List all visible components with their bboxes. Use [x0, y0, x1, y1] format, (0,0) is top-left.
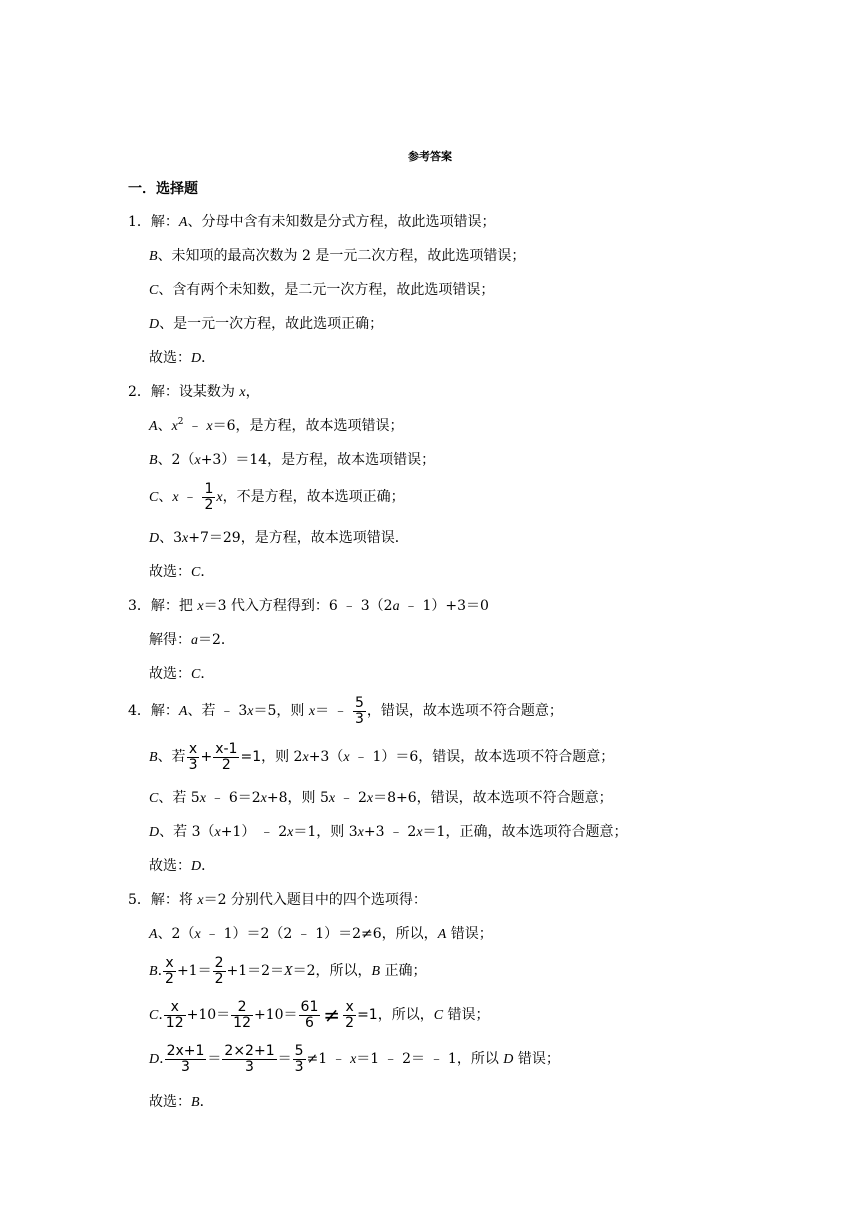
q2-var: x [239, 385, 246, 400]
q5-d-fraction-1-num: 2x+1 [166, 1042, 205, 1059]
q4-d-x2: x [287, 825, 294, 840]
q3-solve-a: a [191, 633, 198, 648]
q5-c-fraction-4-num: x [343, 1000, 356, 1016]
q2-a-label: A [149, 419, 158, 434]
q4-b-plus: + [200, 749, 213, 765]
q5-d-fraction-3-num: 5 [294, 1042, 304, 1059]
q4-d-x3: x [357, 825, 364, 840]
q5-a-end: 错误； [446, 926, 493, 942]
q5-intro: 5．解：将 [128, 892, 198, 908]
q4-answer: D [191, 859, 202, 874]
q4-a-end: ，错误，故本选项不符合题意； [366, 703, 563, 719]
q5-a-mid: ﹣ 1）＝2（2 ﹣ 1）＝2≠6，所以， [200, 926, 438, 942]
q5-b-mid2: +1＝2＝ [226, 963, 285, 979]
q4-d-mid2: ＝1，则 3 [293, 824, 358, 840]
q5-d-fraction-3 [293, 1044, 306, 1075]
q4-d-label: D [149, 825, 160, 840]
q5-answer: B [191, 1095, 200, 1110]
q5-c-line [149, 998, 490, 1032]
q3-solve-end: ＝2． [198, 632, 235, 648]
q1-c-label: C [149, 283, 159, 298]
q4-b-fraction-1-den: 3 [188, 756, 198, 773]
q5-b-label2: B [371, 964, 381, 979]
q4-c-x3: x [328, 791, 336, 806]
q2-c-x1: x [172, 490, 179, 505]
q5-d-eq1: ＝ [207, 1051, 222, 1067]
q1-d-line [149, 314, 383, 336]
q5-d-fraction-2 [222, 1044, 276, 1075]
q5-c-fraction-4-den: 2 [345, 1014, 355, 1031]
q1-intro-line [128, 212, 495, 234]
q5-intro-line [128, 890, 427, 912]
q5-c-label2: C [433, 1008, 444, 1023]
q2-a-mid: ﹣ [183, 418, 207, 434]
q2-answer: C [191, 565, 201, 580]
q5-a-x: x [194, 927, 201, 942]
q5-c-fraction-1-den: 12 [165, 1014, 184, 1031]
q4-d-pre: 、若 3（ [159, 824, 215, 840]
q1-b-line [149, 246, 525, 268]
q5-d-line [149, 1042, 560, 1076]
q1-a-text: 、分母中含有未知数是分式方程，故此选项错误； [187, 214, 496, 230]
q5-answer-line [149, 1092, 214, 1114]
q5-d-end: 错误； [513, 1051, 560, 1067]
q5-d-mid1: ≠1 ﹣ [306, 1051, 351, 1067]
q3-intro: 3．解：把 [128, 598, 198, 614]
q4-b-fraction-2 [213, 742, 239, 773]
q5-c-fraction-1 [164, 1000, 186, 1031]
q4-a-x1: x [247, 704, 254, 719]
q5-c-fraction-2 [231, 1000, 253, 1031]
q5-a-pre: 、2（ [157, 926, 195, 942]
q1-c-text: 、含有两个未知数，是二元一次方程，故此选项错误； [158, 282, 495, 298]
q4-a-mid: ＝5，则 [253, 703, 309, 719]
q4-a-fraction-num: 5 [355, 694, 364, 711]
q5-b-line [149, 954, 427, 988]
q2-c-line [149, 480, 405, 514]
q4-a-fraction-den: 3 [355, 710, 364, 727]
q4-d-mid1: +1） ﹣ 2 [220, 824, 288, 840]
q2-answer-line [149, 562, 214, 584]
q4-intro: 4．解： [128, 703, 179, 719]
q2-d-pre: 、3 [159, 530, 183, 546]
q3-answer: C [191, 667, 201, 682]
q1-c-line [149, 280, 494, 302]
q2-answer-prefix: 故选： [149, 564, 191, 580]
q4-d-end: ＝1，正确，故本选项符合题意； [422, 824, 628, 840]
q4-a-eq: ＝ ﹣ [315, 703, 352, 719]
q4-c-x4: x [366, 791, 374, 806]
q1-answer: D [191, 351, 202, 366]
q1-answer-prefix: 故选： [149, 350, 191, 366]
q3-intro-mid: ＝3 代入方程得到：6 ﹣ 3（2 [203, 598, 393, 614]
q4-c-pre: 、若 5 [158, 790, 200, 806]
q5-c-mid1: +10＝ [186, 1007, 231, 1023]
q1-answer-line [149, 348, 215, 370]
q4-d-x1: x [214, 825, 221, 840]
q4-c-mid3: ﹣ 2 [335, 790, 367, 806]
q4-b-x1: x [302, 750, 309, 765]
q4-c-mid2: +8，则 5 [266, 790, 329, 806]
q2-b-end: +3）＝14，是方程，故本选项错误； [200, 452, 436, 468]
q4-b-fraction-1-num: x [187, 742, 200, 758]
q5-c-fraction-1-num: x [164, 1000, 186, 1016]
q2-a-x2: x [206, 419, 213, 434]
q2-c-fraction [202, 482, 215, 513]
q5-c-eq: =1 [357, 1007, 378, 1023]
q2-d-line [149, 528, 409, 550]
q4-c-line [149, 788, 613, 810]
q4-answer-prefix: 故选： [149, 858, 191, 874]
q2-d-end: +7＝29，是方程，故本选项错误． [188, 530, 409, 546]
q5-d-fraction-2-den: 3 [245, 1058, 254, 1075]
q2-b-label: B [149, 453, 158, 468]
q5-b-fraction-1 [163, 956, 176, 987]
q5-b-mid1: +1＝ [176, 963, 212, 979]
q2-answer-suffix: ． [200, 564, 215, 580]
q5-b-fraction-2-den: 2 [214, 970, 224, 987]
q4-b-label: B [149, 750, 158, 765]
q2-c-pre: 、 [158, 489, 173, 505]
q5-answer-prefix: 故选： [149, 1094, 191, 1110]
q5-c-mid2: +10＝ [254, 1007, 298, 1023]
q5-c-fraction-2-den: 12 [233, 1014, 251, 1031]
q5-c-end: 错误； [443, 1007, 490, 1023]
q2-a-pre: 、 [157, 418, 172, 434]
q5-c-fraction-4 [343, 1000, 356, 1031]
q2-a-exponent: 2 [177, 417, 184, 427]
q5-c-mid3: ，所以， [377, 1007, 434, 1023]
q5-b-label: B [149, 964, 158, 979]
q5-c-fraction-2-num: 2 [231, 1000, 253, 1016]
q5-c-dot: . [158, 1007, 163, 1023]
q2-intro-end: ， [245, 384, 260, 400]
q4-b-fraction-2-den: 2 [221, 756, 231, 773]
q4-c-label: C [149, 791, 159, 806]
q1-d-label: D [149, 317, 160, 332]
q4-answer-line [149, 856, 215, 878]
q4-b-line [149, 740, 614, 774]
q1-intro: 1．解： [128, 214, 179, 230]
q3-a: a [392, 599, 400, 614]
q5-d-dot: . [159, 1051, 164, 1067]
q4-c-mid1: ﹣ 6＝2 [205, 790, 261, 806]
q5-d-label: D [149, 1052, 160, 1067]
q5-c-fraction-3-den: 6 [305, 1014, 314, 1031]
q3-answer-line [149, 664, 214, 686]
q5-c-fraction-3 [299, 1000, 321, 1031]
q2-a-line [149, 416, 404, 438]
q4-b-mid: ，则 2 [261, 749, 303, 765]
q2-c-minus: ﹣ [178, 489, 202, 505]
q3-intro-end: ﹣ 1）+3＝0 [399, 598, 489, 614]
q3-answer-suffix: ． [200, 666, 215, 682]
q2-b-pre: 、2（ [157, 452, 195, 468]
q4-answer-suffix: ． [201, 858, 216, 874]
q1-b-text: 、未知项的最高次数为 2 是一元二次方程，故此选项错误； [157, 248, 526, 264]
q5-d-x: x [350, 1052, 357, 1067]
page-title: 参考答案 [408, 150, 452, 163]
q2-c-x2: x [216, 490, 223, 505]
q5-b-fraction-1-num: x [163, 956, 176, 972]
q5-a-label2: A [437, 927, 447, 942]
q4-c-x2: x [260, 791, 267, 806]
q2-d-x: x [182, 531, 189, 546]
q2-c-fraction-den: 2 [204, 496, 214, 513]
q2-a-x1: x [171, 419, 178, 434]
q3-intro-line [128, 596, 489, 618]
q5-c-label: C [149, 1008, 159, 1023]
q4-b-end: ﹣ 1）＝6，错误，故本选项不符合题意； [349, 749, 615, 765]
q4-b-eq1: =1 [240, 749, 262, 765]
q5-c-fraction-3-num: 61 [300, 998, 319, 1015]
q5-a-line [149, 924, 493, 946]
q2-a-end: ＝6，是方程，故本选项错误； [212, 418, 404, 434]
q5-x: x [197, 893, 204, 908]
q5-d-mid2: ＝1 ﹣ 2＝ ﹣ 1，所以 [356, 1051, 504, 1067]
q4-b-pre: 、若 [157, 749, 186, 765]
q1-answer-suffix: ． [201, 350, 216, 366]
q3-solve-pre: 解得： [149, 632, 191, 648]
q5-d-eq2: ＝ [277, 1051, 292, 1067]
q3-solve-line [149, 630, 235, 652]
q4-a-label: A [178, 704, 188, 719]
q4-c-end: ＝8+6，错误，故本选项不符合题意； [373, 790, 613, 806]
q5-b-fraction-2 [213, 956, 226, 987]
q4-b-fraction-2-num: x-1 [215, 740, 238, 757]
q5-d-fraction-1 [165, 1044, 207, 1075]
q5-b-fraction-1-den: 2 [165, 970, 174, 987]
q5-answer-suffix: ． [199, 1094, 214, 1110]
q4-a-x2: x [308, 704, 316, 719]
q4-b-mid2: +3（ [308, 749, 344, 765]
q1-a-label: A [178, 215, 188, 230]
q5-b-end: 正确； [380, 963, 427, 979]
q5-b-fraction-2-num: 2 [214, 954, 224, 971]
q4-a-line [128, 694, 563, 728]
q1-d-text: 、是一元一次方程，故此选项正确； [159, 316, 384, 332]
q2-c-fraction-num: 1 [204, 480, 214, 497]
q2-b-line [149, 450, 435, 472]
q4-b-x2: x [343, 750, 350, 765]
q2-intro: 2．解：设某数为 [128, 384, 240, 400]
q4-a-fraction [353, 696, 366, 727]
q4-d-mid3: +3 ﹣ 2 [363, 824, 417, 840]
q5-d-fraction-3-den: 3 [294, 1058, 304, 1075]
q5-d-fraction-1-den: 3 [181, 1058, 190, 1075]
q5-b-mid3: ＝2，所以， [292, 963, 372, 979]
q4-c-x1: x [199, 791, 206, 806]
q5-b-X: X [284, 964, 293, 979]
q5-d-label2: D [503, 1052, 514, 1067]
q5-d-fraction-2-num: 2×2+1 [224, 1042, 275, 1059]
q2-c-end: ，不是方程，故本选项正确； [222, 489, 405, 505]
q1-b-label: B [149, 249, 158, 264]
q2-b-x: x [194, 453, 201, 468]
q5-c-not-equal: ≠ [323, 1003, 341, 1027]
q4-d-line [149, 822, 627, 844]
q3-answer-prefix: 故选： [149, 666, 191, 682]
q4-a-pre: 、若 ﹣ 3 [187, 703, 248, 719]
q5-b-dot: . [157, 963, 163, 979]
q2-d-label: D [149, 531, 160, 546]
q4-d-x4: x [416, 825, 423, 840]
section-heading: 一．选择题 [128, 181, 198, 197]
q5-intro-end: ＝2 分别代入题目中的四个选项得： [203, 892, 427, 908]
q2-intro-line [128, 382, 260, 404]
q4-b-fraction-1 [187, 742, 200, 773]
q5-a-label: A [149, 927, 158, 942]
q2-c-label: C [149, 490, 159, 505]
q3-x: x [197, 599, 204, 614]
